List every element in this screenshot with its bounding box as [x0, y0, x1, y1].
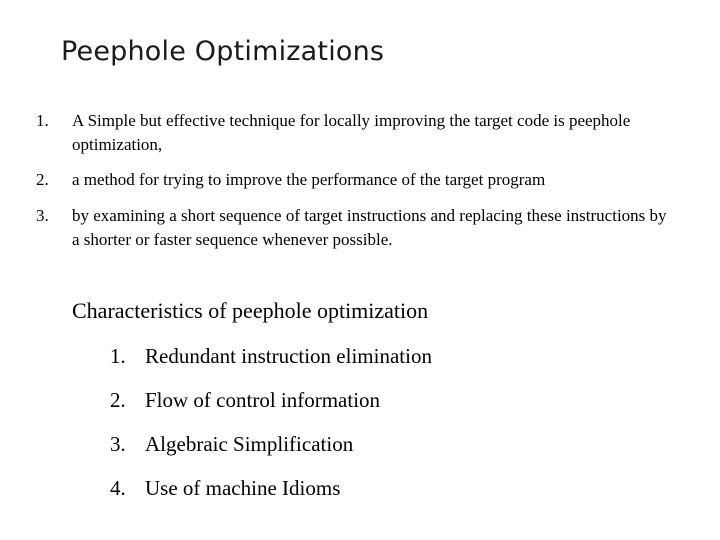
characteristics-heading: Characteristics of peephole optimization: [72, 298, 429, 323]
characteristic-text: Redundant instruction elimination: [145, 344, 432, 368]
point-number: 2.: [36, 170, 49, 189]
point-text: a method for trying to improve the performance of the target program: [72, 170, 546, 189]
characteristic-number: 2.: [110, 388, 126, 412]
characteristic-item-1: [110, 344, 432, 369]
characteristic-number: 1.: [110, 344, 126, 368]
characteristic-item-3: [110, 432, 353, 457]
characteristic-text: Use of machine Idioms: [145, 476, 341, 500]
point-text: A Simple but effective technique for locally improving the target code is peephole optimization,: [72, 111, 631, 154]
slide-title: Peephole Optimizations: [61, 36, 385, 67]
characteristic-number: 3.: [110, 432, 126, 456]
point-number: 1.: [36, 111, 49, 130]
characteristic-item-2: [110, 388, 380, 413]
point-number: 3.: [36, 206, 49, 225]
characteristic-number: 4.: [110, 476, 126, 500]
point-text: by examining a short sequence of target instructions and replacing these instructions by a shorter or faster sequence whenever possible.: [72, 206, 667, 249]
characteristic-text: Flow of control information: [145, 388, 381, 412]
characteristic-text: Algebraic Simplification: [145, 432, 354, 456]
characteristic-item-4: [110, 476, 340, 501]
